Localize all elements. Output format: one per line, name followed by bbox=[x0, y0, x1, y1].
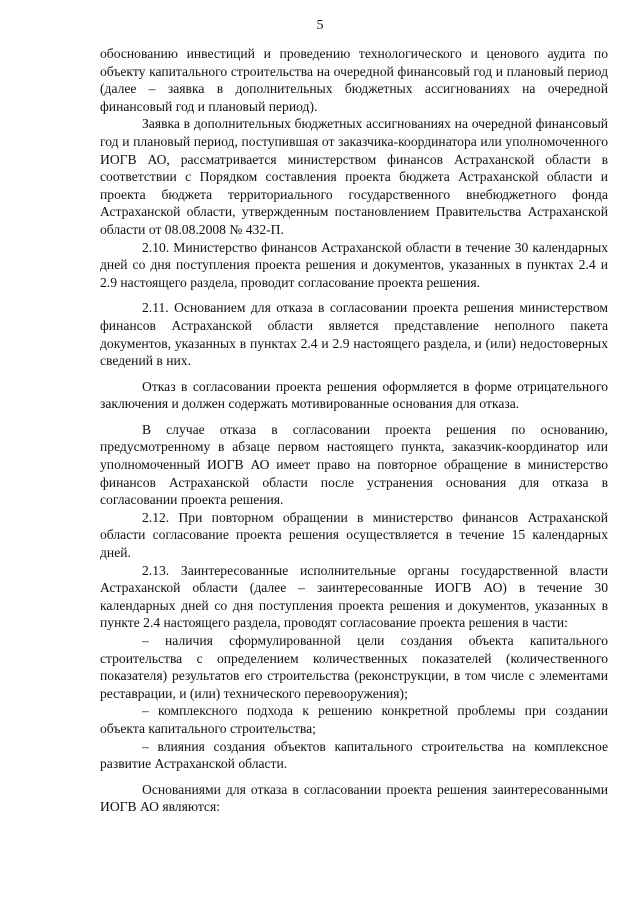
list-item-complex-approach: – комплексного подхода к решению конкретной проблемы при создании объекта капитального строительства; bbox=[100, 703, 608, 736]
paragraph-2-11: 2.11. Основанием для отказа в согласовании проекта решения министерством финансов Астраханской области является представление неполного пакета документов, указанных в пунктах 2.4 и 2.9 настоящего раздела, и (или) недостоверных сведений в них. bbox=[100, 300, 608, 369]
paragraph-refusal-conclusion: Отказ в согласовании проекта решения оформляется в форме отрицательного заключения и должен содержать мотивированные основания для отказа. bbox=[100, 378, 608, 412]
paragraph-2-13: 2.13. Заинтересованные исполнительные органы государственной власти Астраханской области (далее – заинтересованные ИОГВ АО) в течение 30 календарных дней со дня поступления проекта решения и документов, указанных в пункте 2.4 настоящего раздела, проводят согласование проекта решения в части: bbox=[100, 562, 608, 631]
paragraph-investment-audit-continuation: обоснованию инвестиций и проведению технологического и ценового аудита по объекту капитального строительства на очередной финансовый год и плановый период (далее – заявка в дополнительных бюджетных ассигнованиях на очередной финансовый год и плановый период). bbox=[100, 46, 608, 114]
paragraph-2-10: 2.10. Министерство финансов Астраханской области в течение 30 календарных дней со дня поступления проекта решения и документов, указанных в пунктах 2.4 и 2.9 настоящего раздела, проводит согласование проекта решения. bbox=[100, 239, 608, 290]
paragraph-2-12: 2.12. При повторном обращении в министерство финансов Астраханской области согласование проекта решения осуществляется в течение 15 календарных дней. bbox=[100, 509, 608, 561]
page-number: 5 bbox=[316, 18, 324, 33]
paragraph-refusal-grounds-intro: Основаниями для отказа в согласовании проекта решения заинтересованными ИОГВ АО являются: bbox=[100, 781, 608, 815]
document-body bbox=[100, 45, 608, 816]
paragraph-budget-request-review: Заявка в дополнительных бюджетных ассигнованиях на очередной финансовый год и плановый период, поступившая от заказчика-координатора или уполномоченного ИОГВ АО, рассматривается министерством финансов Астраханской области в соответствии с Порядком составления проекта бюджета Астраханской области и проекта бюджета территориального государственного внебюджетного фонда Астраханской области, утвержденным постановлением Правительства Астраханской области от 08.08.2008 № 432-П. bbox=[100, 116, 608, 237]
paragraph-repeated-application-right: В случае отказа в согласовании проекта решения по основанию, предусмотренному в абзаце первом настоящего пункта, заказчик-координатор или уполномоченный ИОГВ АО имеет право на повторное обращение в министерство финансов Астраханской области после устранения основания для отказа в согласовании проекта решения. bbox=[100, 421, 608, 508]
list-item-goal-indicators: – наличия сформулированной цели создания объекта капитального строительства с определением количественных показателей (количественного показателя) результатов его строительства (реконструкции, в том числе с элементами реставрации, и (или) технического перевооружения); bbox=[100, 633, 608, 701]
list-item-regional-development: – влияния создания объектов капитального строительства на комплексное развитие Астраханской области. bbox=[100, 738, 608, 772]
